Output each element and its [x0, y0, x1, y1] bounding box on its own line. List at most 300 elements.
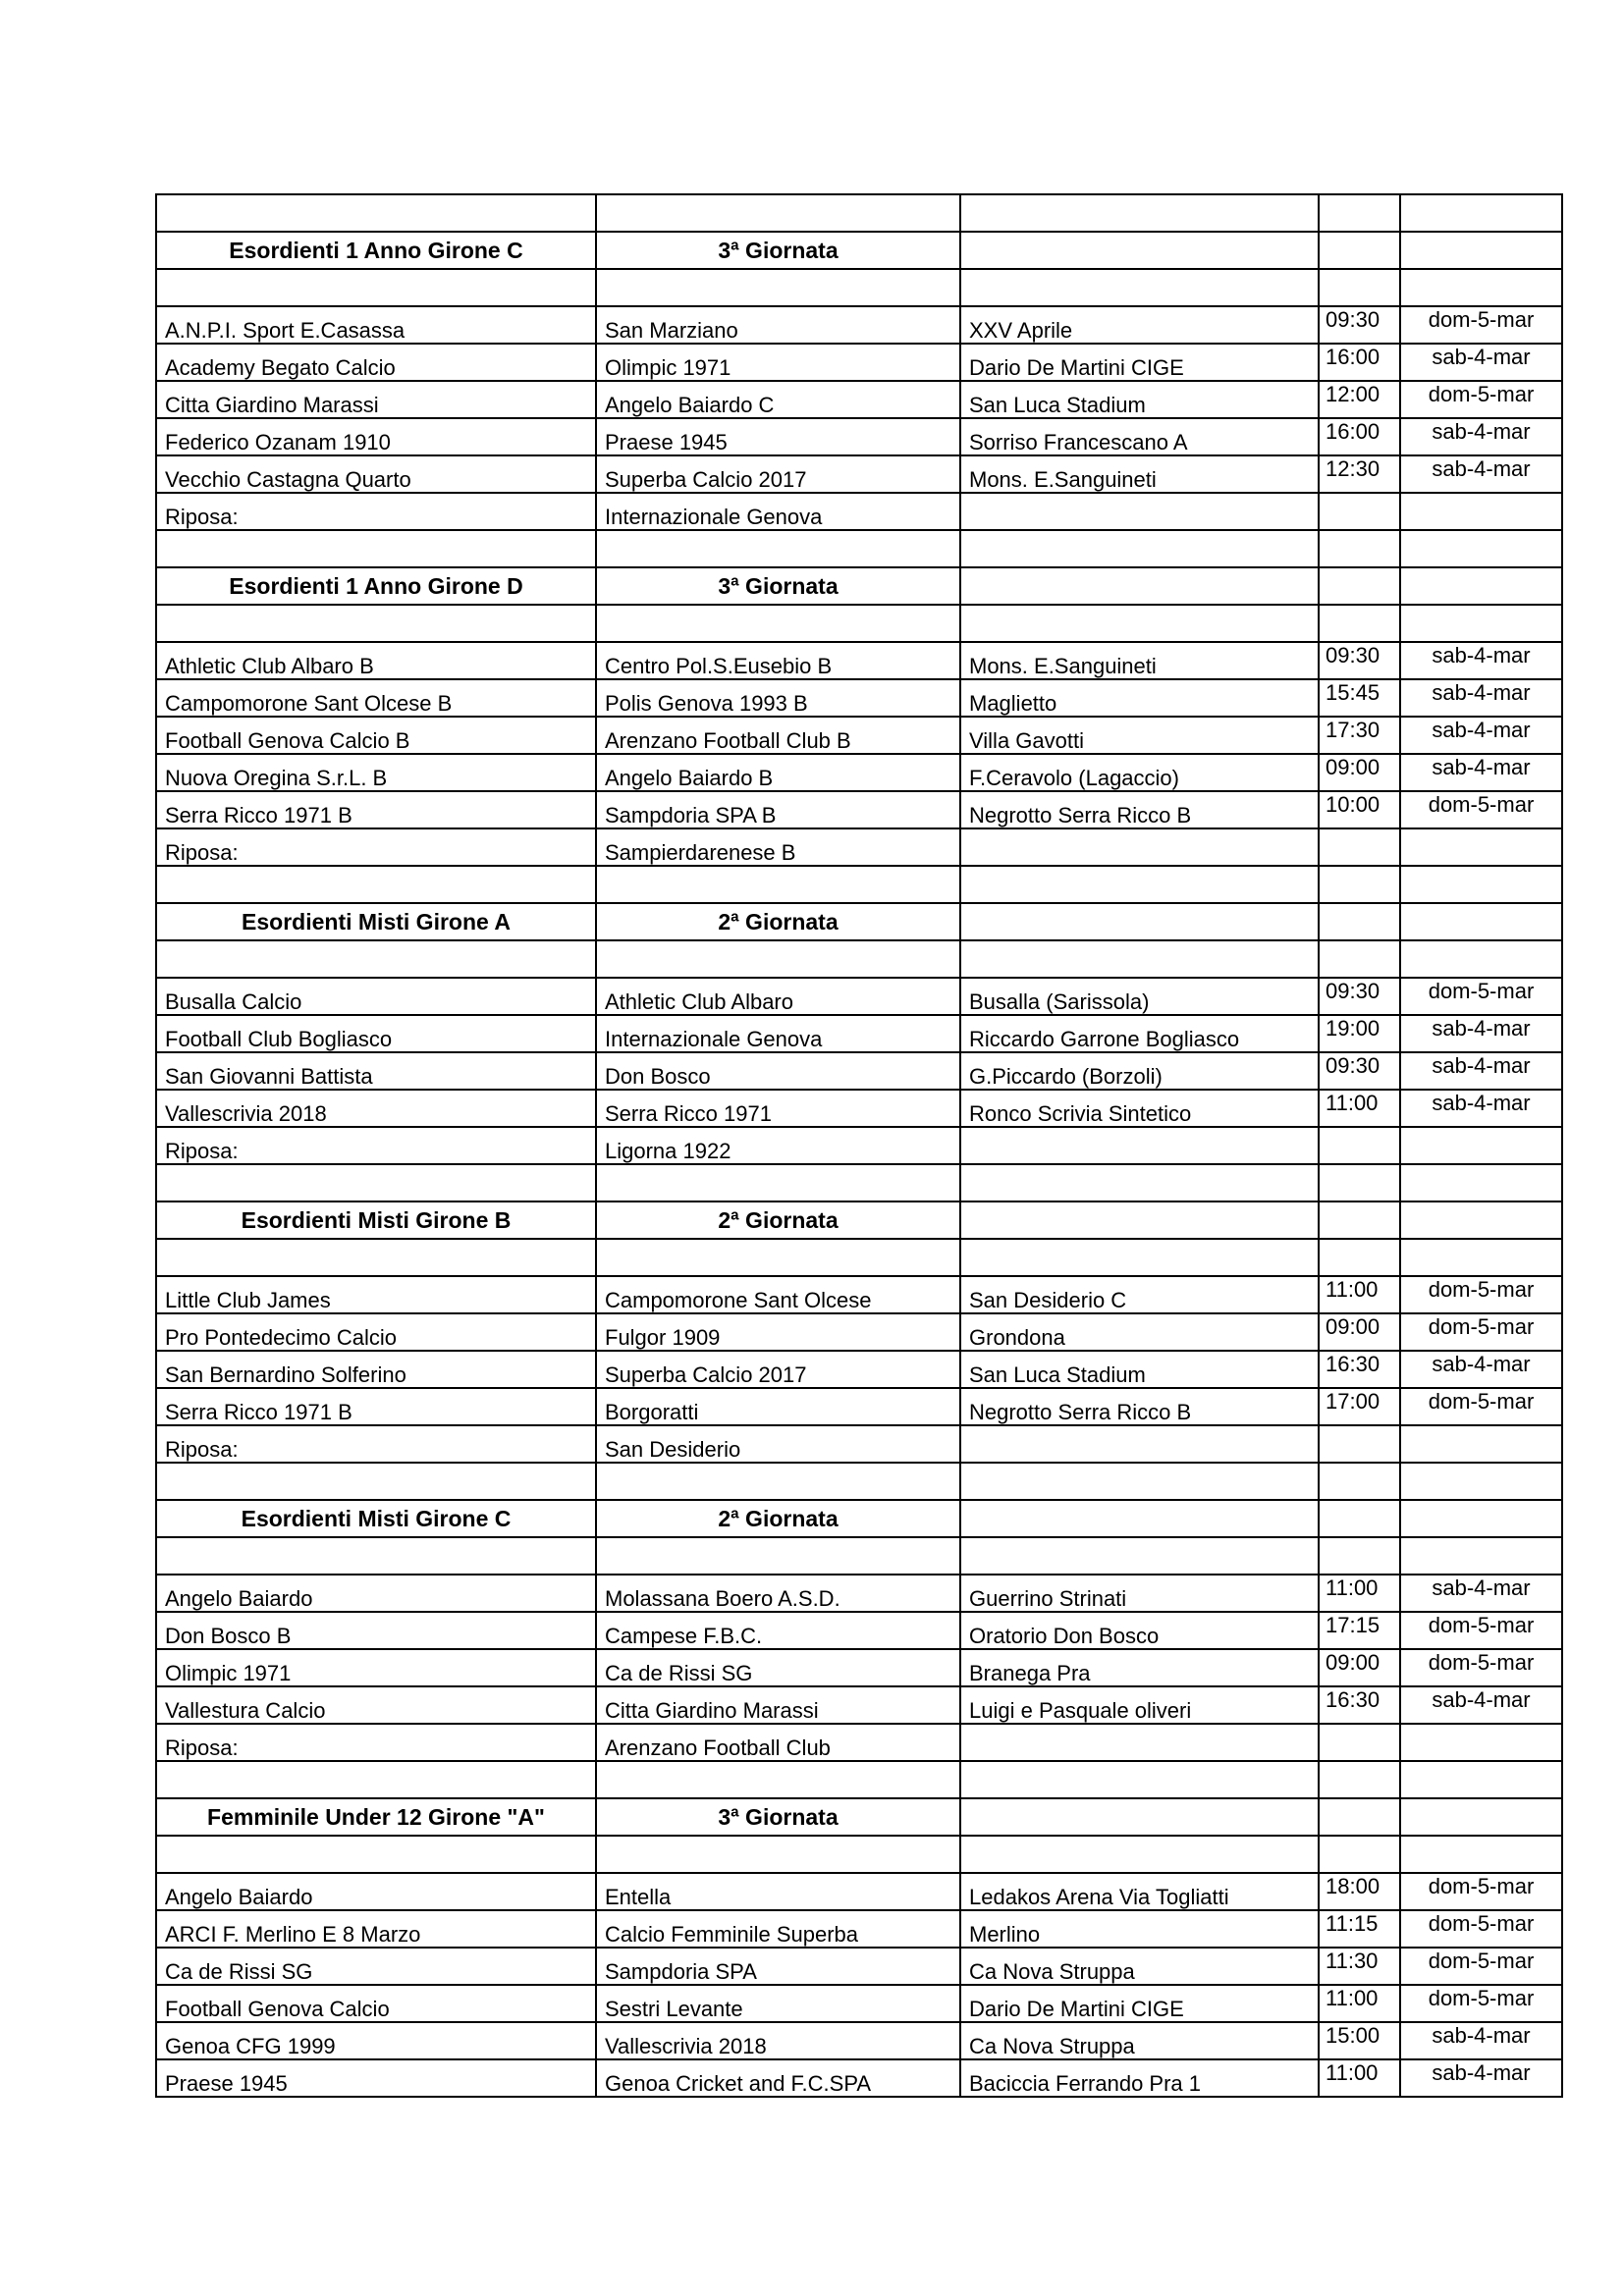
- spacer-row: [156, 605, 1562, 642]
- match-date-cell: sab-4-mar: [1400, 642, 1562, 679]
- home-team-cell: Vecchio Castagna Quarto: [156, 455, 596, 493]
- home-team-cell: Pro Pontedecimo Calcio: [156, 1313, 596, 1351]
- match-row: [156, 2059, 1562, 2097]
- match-date-cell: sab-4-mar: [1400, 1686, 1562, 1724]
- empty-cell: [1400, 1463, 1562, 1500]
- away-team-cell: Polis Genova 1993 B: [596, 679, 960, 717]
- match-date-cell: dom-5-mar: [1400, 306, 1562, 344]
- match-date-cell: dom-5-mar: [1400, 1985, 1562, 2022]
- match-row: [156, 344, 1562, 381]
- empty-cell: [1400, 1239, 1562, 1276]
- match-row: [156, 1649, 1562, 1686]
- venue-cell: Mons. E.Sanguineti: [960, 455, 1319, 493]
- venue-cell: Ca Nova Struppa: [960, 2022, 1319, 2059]
- empty-cell: [960, 605, 1319, 642]
- spacer-row: [156, 530, 1562, 567]
- home-team-cell: Genoa CFG 1999: [156, 2022, 596, 2059]
- away-team-cell: Campomorone Sant Olcese: [596, 1276, 960, 1313]
- empty-cell: [596, 194, 960, 232]
- match-row: [156, 1090, 1562, 1127]
- empty-cell: [156, 530, 596, 567]
- venue-cell: Busalla (Sarissola): [960, 978, 1319, 1015]
- empty-cell: [596, 1164, 960, 1201]
- empty-cell: [1319, 1127, 1400, 1164]
- match-date-cell: sab-4-mar: [1400, 2022, 1562, 2059]
- venue-cell: Dario De Martini CIGE: [960, 344, 1319, 381]
- round-label: 2ª Giornata: [596, 1201, 960, 1239]
- section-title: Femminile Under 12 Girone "A": [156, 1798, 596, 1836]
- empty-cell: [960, 1463, 1319, 1500]
- rest-row: [156, 1425, 1562, 1463]
- venue-cell: Guerrino Strinati: [960, 1575, 1319, 1612]
- empty-cell: [960, 828, 1319, 866]
- home-team-cell: Little Club James: [156, 1276, 596, 1313]
- home-team-cell: Campomorone Sant Olcese B: [156, 679, 596, 717]
- kickoff-time-cell: 09:00: [1319, 1313, 1400, 1351]
- empty-cell: [1400, 1164, 1562, 1201]
- kickoff-time-cell: 18:00: [1319, 1873, 1400, 1910]
- venue-cell: XXV Aprile: [960, 306, 1319, 344]
- match-date-cell: dom-5-mar: [1400, 381, 1562, 418]
- match-date-cell: sab-4-mar: [1400, 418, 1562, 455]
- match-row: [156, 381, 1562, 418]
- section-header-row: [156, 1201, 1562, 1239]
- rest-team: Internazionale Genova: [596, 493, 960, 530]
- kickoff-time-cell: 11:00: [1319, 1985, 1400, 2022]
- kickoff-time-cell: 15:45: [1319, 679, 1400, 717]
- venue-cell: Maglietto: [960, 679, 1319, 717]
- empty-cell: [156, 269, 596, 306]
- rest-label: Riposa:: [156, 493, 596, 530]
- home-team-cell: San Giovanni Battista: [156, 1052, 596, 1090]
- kickoff-time-cell: 09:00: [1319, 1649, 1400, 1686]
- away-team-cell: Sampdoria SPA: [596, 1948, 960, 1985]
- rest-row: [156, 828, 1562, 866]
- section-title: Esordienti Misti Girone B: [156, 1201, 596, 1239]
- section-header-row: [156, 903, 1562, 940]
- spacer-row: [156, 1836, 1562, 1873]
- empty-cell: [1400, 605, 1562, 642]
- round-label: 3ª Giornata: [596, 1798, 960, 1836]
- match-date-cell: sab-4-mar: [1400, 717, 1562, 754]
- empty-cell: [960, 1724, 1319, 1761]
- away-team-cell: Ca de Rissi SG: [596, 1649, 960, 1686]
- round-label: 3ª Giornata: [596, 232, 960, 269]
- away-team-cell: Centro Pol.S.Eusebio B: [596, 642, 960, 679]
- empty-cell: [1319, 1724, 1400, 1761]
- away-team-cell: Genoa Cricket and F.C.SPA: [596, 2059, 960, 2097]
- match-date-cell: dom-5-mar: [1400, 1910, 1562, 1948]
- rest-row: [156, 1724, 1562, 1761]
- away-team-cell: Angelo Baiardo B: [596, 754, 960, 791]
- venue-cell: Negrotto Serra Ricco B: [960, 791, 1319, 828]
- venue-cell: Baciccia Ferrando Pra 1: [960, 2059, 1319, 2097]
- venue-cell: San Luca Stadium: [960, 381, 1319, 418]
- away-team-cell: Sampdoria SPA B: [596, 791, 960, 828]
- away-team-cell: Praese 1945: [596, 418, 960, 455]
- round-label: 2ª Giornata: [596, 1500, 960, 1537]
- empty-cell: [960, 567, 1319, 605]
- match-date-cell: dom-5-mar: [1400, 1873, 1562, 1910]
- venue-cell: Negrotto Serra Ricco B: [960, 1388, 1319, 1425]
- match-row: [156, 791, 1562, 828]
- venue-cell: Luigi e Pasquale oliveri: [960, 1686, 1319, 1724]
- spacer-row: [156, 1239, 1562, 1276]
- empty-cell: [1319, 1836, 1400, 1873]
- empty-cell: [1319, 866, 1400, 903]
- home-team-cell: Ca de Rissi SG: [156, 1948, 596, 1985]
- empty-cell: [1400, 493, 1562, 530]
- empty-cell: [156, 866, 596, 903]
- match-row: [156, 1575, 1562, 1612]
- empty-cell: [156, 940, 596, 978]
- venue-cell: Villa Gavotti: [960, 717, 1319, 754]
- match-row: [156, 1388, 1562, 1425]
- empty-cell: [1319, 1537, 1400, 1575]
- empty-cell: [1400, 1537, 1562, 1575]
- venue-cell: Sorriso Francescano A: [960, 418, 1319, 455]
- match-date-cell: sab-4-mar: [1400, 1015, 1562, 1052]
- section-header-row: [156, 567, 1562, 605]
- match-date-cell: dom-5-mar: [1400, 978, 1562, 1015]
- empty-cell: [960, 903, 1319, 940]
- spacer-row: [156, 194, 1562, 232]
- empty-cell: [156, 1836, 596, 1873]
- empty-cell: [156, 1761, 596, 1798]
- section-title: Esordienti 1 Anno Girone C: [156, 232, 596, 269]
- empty-cell: [1319, 194, 1400, 232]
- kickoff-time-cell: 16:30: [1319, 1686, 1400, 1724]
- empty-cell: [596, 1239, 960, 1276]
- empty-cell: [960, 493, 1319, 530]
- match-row: [156, 1985, 1562, 2022]
- empty-cell: [1400, 1201, 1562, 1239]
- empty-cell: [156, 1463, 596, 1500]
- away-team-cell: Borgoratti: [596, 1388, 960, 1425]
- match-date-cell: sab-4-mar: [1400, 344, 1562, 381]
- kickoff-time-cell: 11:30: [1319, 1948, 1400, 1985]
- away-team-cell: Angelo Baiardo C: [596, 381, 960, 418]
- away-team-cell: Athletic Club Albaro: [596, 978, 960, 1015]
- away-team-cell: Arenzano Football Club B: [596, 717, 960, 754]
- empty-cell: [596, 605, 960, 642]
- fixtures-table-body: [156, 194, 1562, 2097]
- kickoff-time-cell: 10:00: [1319, 791, 1400, 828]
- empty-cell: [1319, 1201, 1400, 1239]
- empty-cell: [1319, 1164, 1400, 1201]
- match-row: [156, 754, 1562, 791]
- empty-cell: [1400, 1425, 1562, 1463]
- venue-cell: Grondona: [960, 1313, 1319, 1351]
- match-row: [156, 1276, 1562, 1313]
- section-header-row: [156, 1798, 1562, 1836]
- empty-cell: [596, 866, 960, 903]
- kickoff-time-cell: 19:00: [1319, 1015, 1400, 1052]
- section-header-row: [156, 232, 1562, 269]
- empty-cell: [1400, 940, 1562, 978]
- empty-cell: [960, 940, 1319, 978]
- rest-row: [156, 1127, 1562, 1164]
- rest-team: Arenzano Football Club: [596, 1724, 960, 1761]
- home-team-cell: Praese 1945: [156, 2059, 596, 2097]
- venue-cell: Merlino: [960, 1910, 1319, 1948]
- kickoff-time-cell: 12:30: [1319, 455, 1400, 493]
- empty-cell: [960, 1798, 1319, 1836]
- empty-cell: [1400, 828, 1562, 866]
- empty-cell: [1400, 269, 1562, 306]
- match-row: [156, 642, 1562, 679]
- empty-cell: [1400, 232, 1562, 269]
- match-row: [156, 1612, 1562, 1649]
- empty-cell: [596, 1761, 960, 1798]
- match-row: [156, 978, 1562, 1015]
- venue-cell: San Desiderio C: [960, 1276, 1319, 1313]
- kickoff-time-cell: 09:00: [1319, 754, 1400, 791]
- away-team-cell: Fulgor 1909: [596, 1313, 960, 1351]
- away-team-cell: Superba Calcio 2017: [596, 455, 960, 493]
- match-date-cell: sab-4-mar: [1400, 1575, 1562, 1612]
- match-row: [156, 306, 1562, 344]
- away-team-cell: San Marziano: [596, 306, 960, 344]
- spacer-row: [156, 1761, 1562, 1798]
- round-label: 3ª Giornata: [596, 567, 960, 605]
- empty-cell: [960, 1537, 1319, 1575]
- away-team-cell: Serra Ricco 1971: [596, 1090, 960, 1127]
- kickoff-time-cell: 15:00: [1319, 2022, 1400, 2059]
- match-date-cell: sab-4-mar: [1400, 1351, 1562, 1388]
- venue-cell: F.Ceravolo (Lagaccio): [960, 754, 1319, 791]
- home-team-cell: ARCI F. Merlino E 8 Marzo: [156, 1910, 596, 1948]
- kickoff-time-cell: 09:30: [1319, 978, 1400, 1015]
- match-date-cell: sab-4-mar: [1400, 2059, 1562, 2097]
- away-team-cell: Internazionale Genova: [596, 1015, 960, 1052]
- spacer-row: [156, 940, 1562, 978]
- empty-cell: [156, 1239, 596, 1276]
- empty-cell: [1400, 1836, 1562, 1873]
- home-team-cell: Angelo Baiardo: [156, 1873, 596, 1910]
- empty-cell: [960, 866, 1319, 903]
- home-team-cell: Federico Ozanam 1910: [156, 418, 596, 455]
- empty-cell: [960, 1425, 1319, 1463]
- away-team-cell: Sestri Levante: [596, 1985, 960, 2022]
- rest-label: Riposa:: [156, 1127, 596, 1164]
- away-team-cell: Campese F.B.C.: [596, 1612, 960, 1649]
- fixtures-table: [155, 193, 1563, 2098]
- match-row: [156, 455, 1562, 493]
- section-header-row: [156, 1500, 1562, 1537]
- home-team-cell: Serra Ricco 1971 B: [156, 1388, 596, 1425]
- home-team-cell: Busalla Calcio: [156, 978, 596, 1015]
- match-date-cell: sab-4-mar: [1400, 455, 1562, 493]
- match-row: [156, 1873, 1562, 1910]
- match-row: [156, 1948, 1562, 1985]
- match-row: [156, 418, 1562, 455]
- empty-cell: [1400, 567, 1562, 605]
- venue-cell: Ronco Scrivia Sintetico: [960, 1090, 1319, 1127]
- kickoff-time-cell: 16:00: [1319, 344, 1400, 381]
- venue-cell: Oratorio Don Bosco: [960, 1612, 1319, 1649]
- match-row: [156, 1015, 1562, 1052]
- empty-cell: [1319, 940, 1400, 978]
- empty-cell: [1319, 1798, 1400, 1836]
- kickoff-time-cell: 11:00: [1319, 1575, 1400, 1612]
- empty-cell: [1400, 194, 1562, 232]
- home-team-cell: San Bernardino Solferino: [156, 1351, 596, 1388]
- empty-cell: [1319, 567, 1400, 605]
- match-date-cell: sab-4-mar: [1400, 679, 1562, 717]
- away-team-cell: Superba Calcio 2017: [596, 1351, 960, 1388]
- home-team-cell: Olimpic 1971: [156, 1649, 596, 1686]
- empty-cell: [1319, 605, 1400, 642]
- empty-cell: [156, 605, 596, 642]
- rest-label: Riposa:: [156, 1724, 596, 1761]
- home-team-cell: Nuova Oregina S.r.L. B: [156, 754, 596, 791]
- match-row: [156, 717, 1562, 754]
- home-team-cell: Angelo Baiardo: [156, 1575, 596, 1612]
- match-date-cell: dom-5-mar: [1400, 791, 1562, 828]
- match-row: [156, 1351, 1562, 1388]
- venue-cell: San Luca Stadium: [960, 1351, 1319, 1388]
- kickoff-time-cell: 09:30: [1319, 1052, 1400, 1090]
- rest-team: Sampierdarenese B: [596, 828, 960, 866]
- empty-cell: [596, 1537, 960, 1575]
- venue-cell: Riccardo Garrone Bogliasco: [960, 1015, 1319, 1052]
- away-team-cell: Citta Giardino Marassi: [596, 1686, 960, 1724]
- kickoff-time-cell: 16:00: [1319, 418, 1400, 455]
- home-team-cell: Vallescrivia 2018: [156, 1090, 596, 1127]
- away-team-cell: Entella: [596, 1873, 960, 1910]
- empty-cell: [1319, 903, 1400, 940]
- empty-cell: [1319, 232, 1400, 269]
- match-date-cell: sab-4-mar: [1400, 1052, 1562, 1090]
- empty-cell: [960, 530, 1319, 567]
- empty-cell: [156, 1537, 596, 1575]
- empty-cell: [960, 1201, 1319, 1239]
- kickoff-time-cell: 11:00: [1319, 1276, 1400, 1313]
- match-row: [156, 1313, 1562, 1351]
- spacer-row: [156, 866, 1562, 903]
- match-row: [156, 2022, 1562, 2059]
- kickoff-time-cell: 17:30: [1319, 717, 1400, 754]
- empty-cell: [1400, 530, 1562, 567]
- empty-cell: [1400, 1798, 1562, 1836]
- kickoff-time-cell: 17:00: [1319, 1388, 1400, 1425]
- match-date-cell: dom-5-mar: [1400, 1612, 1562, 1649]
- match-date-cell: dom-5-mar: [1400, 1948, 1562, 1985]
- home-team-cell: Academy Begato Calcio: [156, 344, 596, 381]
- kickoff-time-cell: 09:30: [1319, 642, 1400, 679]
- kickoff-time-cell: 12:00: [1319, 381, 1400, 418]
- empty-cell: [596, 269, 960, 306]
- kickoff-time-cell: 11:15: [1319, 1910, 1400, 1948]
- away-team-cell: Vallescrivia 2018: [596, 2022, 960, 2059]
- match-row: [156, 1052, 1562, 1090]
- empty-cell: [1319, 1500, 1400, 1537]
- empty-cell: [960, 1239, 1319, 1276]
- empty-cell: [960, 1127, 1319, 1164]
- empty-cell: [1400, 1127, 1562, 1164]
- home-team-cell: Athletic Club Albaro B: [156, 642, 596, 679]
- away-team-cell: Don Bosco: [596, 1052, 960, 1090]
- empty-cell: [596, 940, 960, 978]
- empty-cell: [960, 194, 1319, 232]
- section-title: Esordienti Misti Girone A: [156, 903, 596, 940]
- rest-label: Riposa:: [156, 1425, 596, 1463]
- match-date-cell: dom-5-mar: [1400, 1388, 1562, 1425]
- match-date-cell: dom-5-mar: [1400, 1649, 1562, 1686]
- empty-cell: [960, 1164, 1319, 1201]
- venue-cell: Ca Nova Struppa: [960, 1948, 1319, 1985]
- empty-cell: [156, 194, 596, 232]
- empty-cell: [960, 1836, 1319, 1873]
- empty-cell: [1319, 1463, 1400, 1500]
- away-team-cell: Molassana Boero A.S.D.: [596, 1575, 960, 1612]
- kickoff-time-cell: 11:00: [1319, 1090, 1400, 1127]
- empty-cell: [960, 1761, 1319, 1798]
- empty-cell: [1400, 1761, 1562, 1798]
- section-title: Esordienti 1 Anno Girone D: [156, 567, 596, 605]
- empty-cell: [1400, 1500, 1562, 1537]
- empty-cell: [960, 1500, 1319, 1537]
- round-label: 2ª Giornata: [596, 903, 960, 940]
- kickoff-time-cell: 17:15: [1319, 1612, 1400, 1649]
- spacer-row: [156, 1537, 1562, 1575]
- empty-cell: [1319, 269, 1400, 306]
- home-team-cell: A.N.P.I. Sport E.Casassa: [156, 306, 596, 344]
- away-team-cell: Olimpic 1971: [596, 344, 960, 381]
- spacer-row: [156, 1463, 1562, 1500]
- kickoff-time-cell: 09:30: [1319, 306, 1400, 344]
- match-date-cell: dom-5-mar: [1400, 1276, 1562, 1313]
- empty-cell: [1319, 828, 1400, 866]
- section-title: Esordienti Misti Girone C: [156, 1500, 596, 1537]
- empty-cell: [596, 530, 960, 567]
- venue-cell: Dario De Martini CIGE: [960, 1985, 1319, 2022]
- match-row: [156, 679, 1562, 717]
- rest-team: San Desiderio: [596, 1425, 960, 1463]
- kickoff-time-cell: 11:00: [1319, 2059, 1400, 2097]
- rest-team: Ligorna 1922: [596, 1127, 960, 1164]
- home-team-cell: Football Club Bogliasco: [156, 1015, 596, 1052]
- away-team-cell: Calcio Femminile Superba: [596, 1910, 960, 1948]
- empty-cell: [156, 1164, 596, 1201]
- empty-cell: [1319, 530, 1400, 567]
- home-team-cell: Football Genova Calcio B: [156, 717, 596, 754]
- home-team-cell: Don Bosco B: [156, 1612, 596, 1649]
- home-team-cell: Football Genova Calcio: [156, 1985, 596, 2022]
- rest-label: Riposa:: [156, 828, 596, 866]
- home-team-cell: Serra Ricco 1971 B: [156, 791, 596, 828]
- empty-cell: [1319, 493, 1400, 530]
- home-team-cell: Citta Giardino Marassi: [156, 381, 596, 418]
- match-date-cell: sab-4-mar: [1400, 754, 1562, 791]
- kickoff-time-cell: 16:30: [1319, 1351, 1400, 1388]
- spacer-row: [156, 1164, 1562, 1201]
- venue-cell: Ledakos Arena Via Togliatti: [960, 1873, 1319, 1910]
- venue-cell: G.Piccardo (Borzoli): [960, 1052, 1319, 1090]
- empty-cell: [1319, 1239, 1400, 1276]
- spacer-row: [156, 269, 1562, 306]
- empty-cell: [1400, 903, 1562, 940]
- venue-cell: Mons. E.Sanguineti: [960, 642, 1319, 679]
- match-row: [156, 1686, 1562, 1724]
- match-date-cell: sab-4-mar: [1400, 1090, 1562, 1127]
- venue-cell: Branega Pra: [960, 1649, 1319, 1686]
- match-row: [156, 1910, 1562, 1948]
- empty-cell: [1400, 866, 1562, 903]
- empty-cell: [596, 1463, 960, 1500]
- empty-cell: [1400, 1724, 1562, 1761]
